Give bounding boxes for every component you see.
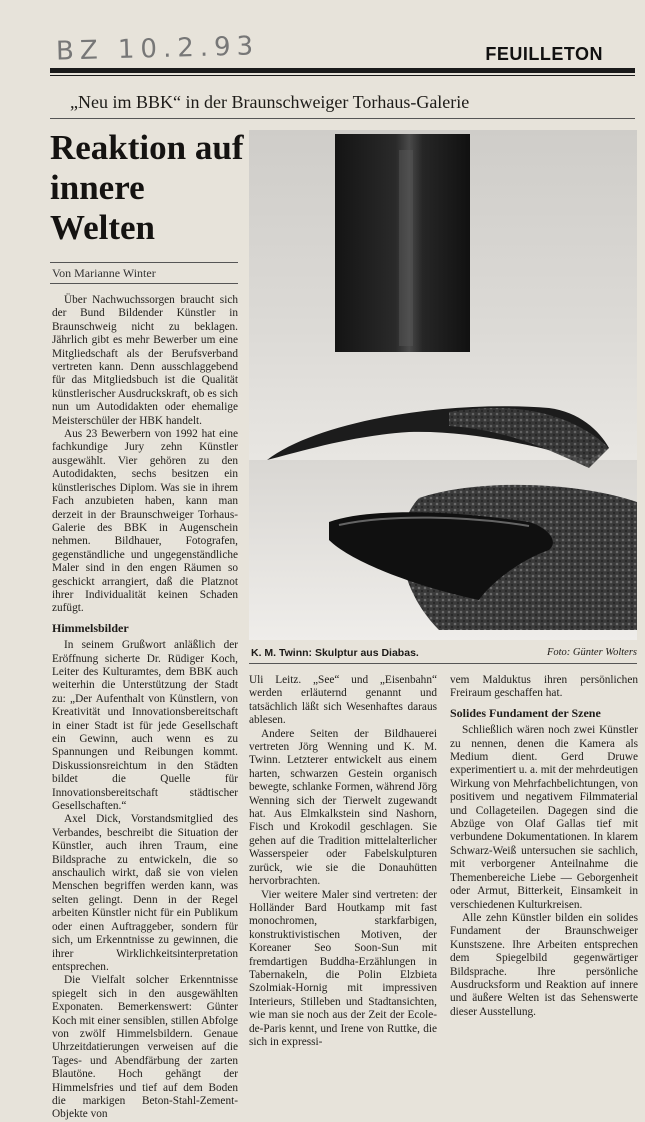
paragraph: Uli Leitz. „See“ und „Eisenbahn“ werden erläuternd genannt und tatsächlich läßt sich Wesenhaftes daraus ablesen. bbox=[249, 674, 437, 727]
sculpture-photo bbox=[249, 130, 637, 640]
paragraph: Andere Seiten der Bildhauerei vertreten Jörg Wenning und K. M. Twinn. Letzterer entwickelt aus einem harten, schwarzen Gestein organisch bewegte, schlanke Formen, während Jörg Wenning sich der Tierwelt zugewandt hat. Aus Elmkalkstein sind Nashorn, Fisch und Krokodil geschlagen. Sie gehen auf die Tradition mittelalterlicher Wasserspeier oder Fabelskulpturen zurück, wie sie die Donauhütten hervorbrachten. bbox=[249, 727, 437, 888]
kicker-rule bbox=[50, 118, 635, 119]
photo-caption bbox=[251, 647, 637, 659]
photo-credit: Foto: Günter Wolters bbox=[546, 647, 637, 658]
paragraph: Aus 23 Bewerbern von 1992 hat eine fachkundige Jury zehn Künstler ausgewählt. Vier gehören zu den Autodidakten, sechs besitzen ein künstlerisches Diplom. Was sie in ihrem Fach anzubieten haben, kann man derzeit in der Braunschweiger Torhaus-Galerie des BBK in Augenschein nehmen. Bildhauer, Fotografen, gegenständliche und ungegenständliche Maler sind in den engen Räumen so geschickt arrangiert, daß die Platznot ihrer Individualität keinen Schaden zufügt. bbox=[52, 428, 238, 615]
subheading: Himmelsbilder bbox=[52, 620, 129, 635]
kicker: „Neu im BBK“ in der Braunschweiger Torhaus-Galerie bbox=[70, 92, 470, 112]
paragraph: Die Vielfalt solcher Erkenntnisse spiegelt sich in den ausgewählten Exponaten. Bemerkenswert: Günter Koch mit einer sensiblen, stillen Abfolge von zwölf Himmelsbildern. Genaue Uhrzeitdatierungen verweisen auf die Tages- und Abendfärbung der zarten Blautöne. Hoch gehängt der Himmelsfries und tief auf dem Boden die markigen Beton-Stahl-Zement-Objekte von bbox=[52, 974, 238, 1121]
paragraph: vem Malduktus ihren persönlichen Freiraum geschaffen hat. bbox=[450, 674, 638, 700]
paragraph: Über Nachwuchssorgen braucht sich der Bund Bildender Künstler in Braunschweig nicht zu beklagen. Jährlich gibt es mehr Bewerber um eine Mitgliedschaft als der Berufsverband vertreten kann. Denn ausschlaggebend für das Mitgliedsbuch ist die Qualität künstlerischer Ausdruckskraft, ob es sich nun um Autodidakten oder ehemalige Meisterschüler der HBK handelt. bbox=[52, 294, 238, 427]
paragraph: In seinem Grußwort anläßlich der Eröffnung sicherte Dr. Rüdiger Koch, Leiter des Kulturamtes, dem BBK auch weiterhin die Unterstützung der Stadt zu: „Der Aufenthalt von Künstlern, von Kreativität und Innovationsbereitschaft in einer Stadt ist für jede Gesellschaft ein Gewinn, auch wenn es zu Spannungen und Reibungen kommt. Diskussionsreichtum in den Städten bildet die Quelle für Innovationsbereitschaft städtischer Gesellschaften.“ bbox=[52, 639, 238, 813]
sculpture-illustration bbox=[249, 130, 637, 640]
paragraph: Schließlich wären noch zwei Künstler zu nennen, denen die Kamera als Medium dient. Gerd Druwe experimentiert u. a. mit der mehrdeutigen Wirkung von Mehrfachbelichtungen, von positivem und negativem Filmmaterial und Collageteilen. Dagegen sind die Abzüge von Olaf Gallas tief mit verbundene Dokumentationen. In klarem Schwarz-Weiß untersuchen sie sachlich, mit verborgener Anteilnahme die Themenbereiche Liebe — Geborgenheit oder Armut, Bitterkeit, Einsamkeit in verschiedenen Kulturkreisen. bbox=[450, 724, 638, 911]
paragraph: Alle zehn Künstler bilden ein solides Fundament der Braunschweiger Kunstszene. Ihre Arbeiten entsprechen dem Spiegelbild gegenwärtiger Bildsprache. Ihre persönliche Ausdrucksform und Reaktion auf innere und äußere Welten ist das Sehenswerte dieser Ausstellung. bbox=[450, 911, 638, 1018]
section-label: FEUILLETON bbox=[485, 44, 603, 64]
subheading: Solides Fundament der Szene bbox=[450, 705, 601, 720]
paragraph: Vier weitere Maler sind vertreten: der Holländer Bard Houtkamp mit fast monochromen, starkfarbigen, konstruktivistischen Motiven, der Koreaner Seo Soon-Sun mit fremdartigen Buddha-Erzählungen in Tabernakeln, die Polin Elzbieta Szolmiak-Hornig mit impressiven Interieurs, Stilleben und Stadtansichten, wie man sie noch aus der Zeit der Ecole-de-Paris kennt, und Irene von Ruttke, die sich in expressi- bbox=[249, 888, 437, 1048]
byline: Von Marianne Winter bbox=[52, 266, 156, 280]
caption-rule bbox=[249, 663, 637, 664]
byline-rule bbox=[50, 283, 238, 284]
handwritten-date: BZ 10.2.93 bbox=[55, 31, 260, 67]
top-rule bbox=[50, 68, 635, 73]
article-column-2 bbox=[249, 674, 437, 1048]
article-column-1 bbox=[52, 294, 238, 1121]
article-column-3 bbox=[450, 674, 638, 1018]
caption-text: K. M. Twinn: Skulptur aus Diabas. bbox=[251, 647, 419, 659]
headline: Reaktion auf innere Welten bbox=[50, 128, 244, 247]
headline-rule bbox=[50, 262, 238, 263]
paragraph: Axel Dick, Vorstandsmitglied des Verbandes, beschreibt die Situation der Künstler, auch ihren Traum, eine Bildsprache zu entwickeln, die so anschaulich wirkt, daß sie von vielen Menschen begriffen werden kann, was selten gelingt. Denn in der Regel arbeiten Künstler nicht für ein Publikum oder einen Auftraggeber, sondern für sich, um Erkenntnisse zu gewinnen, die ihrer Wirklichkeitsinterpretation entsprechen. bbox=[52, 813, 238, 973]
top-rule-thin bbox=[50, 75, 635, 76]
